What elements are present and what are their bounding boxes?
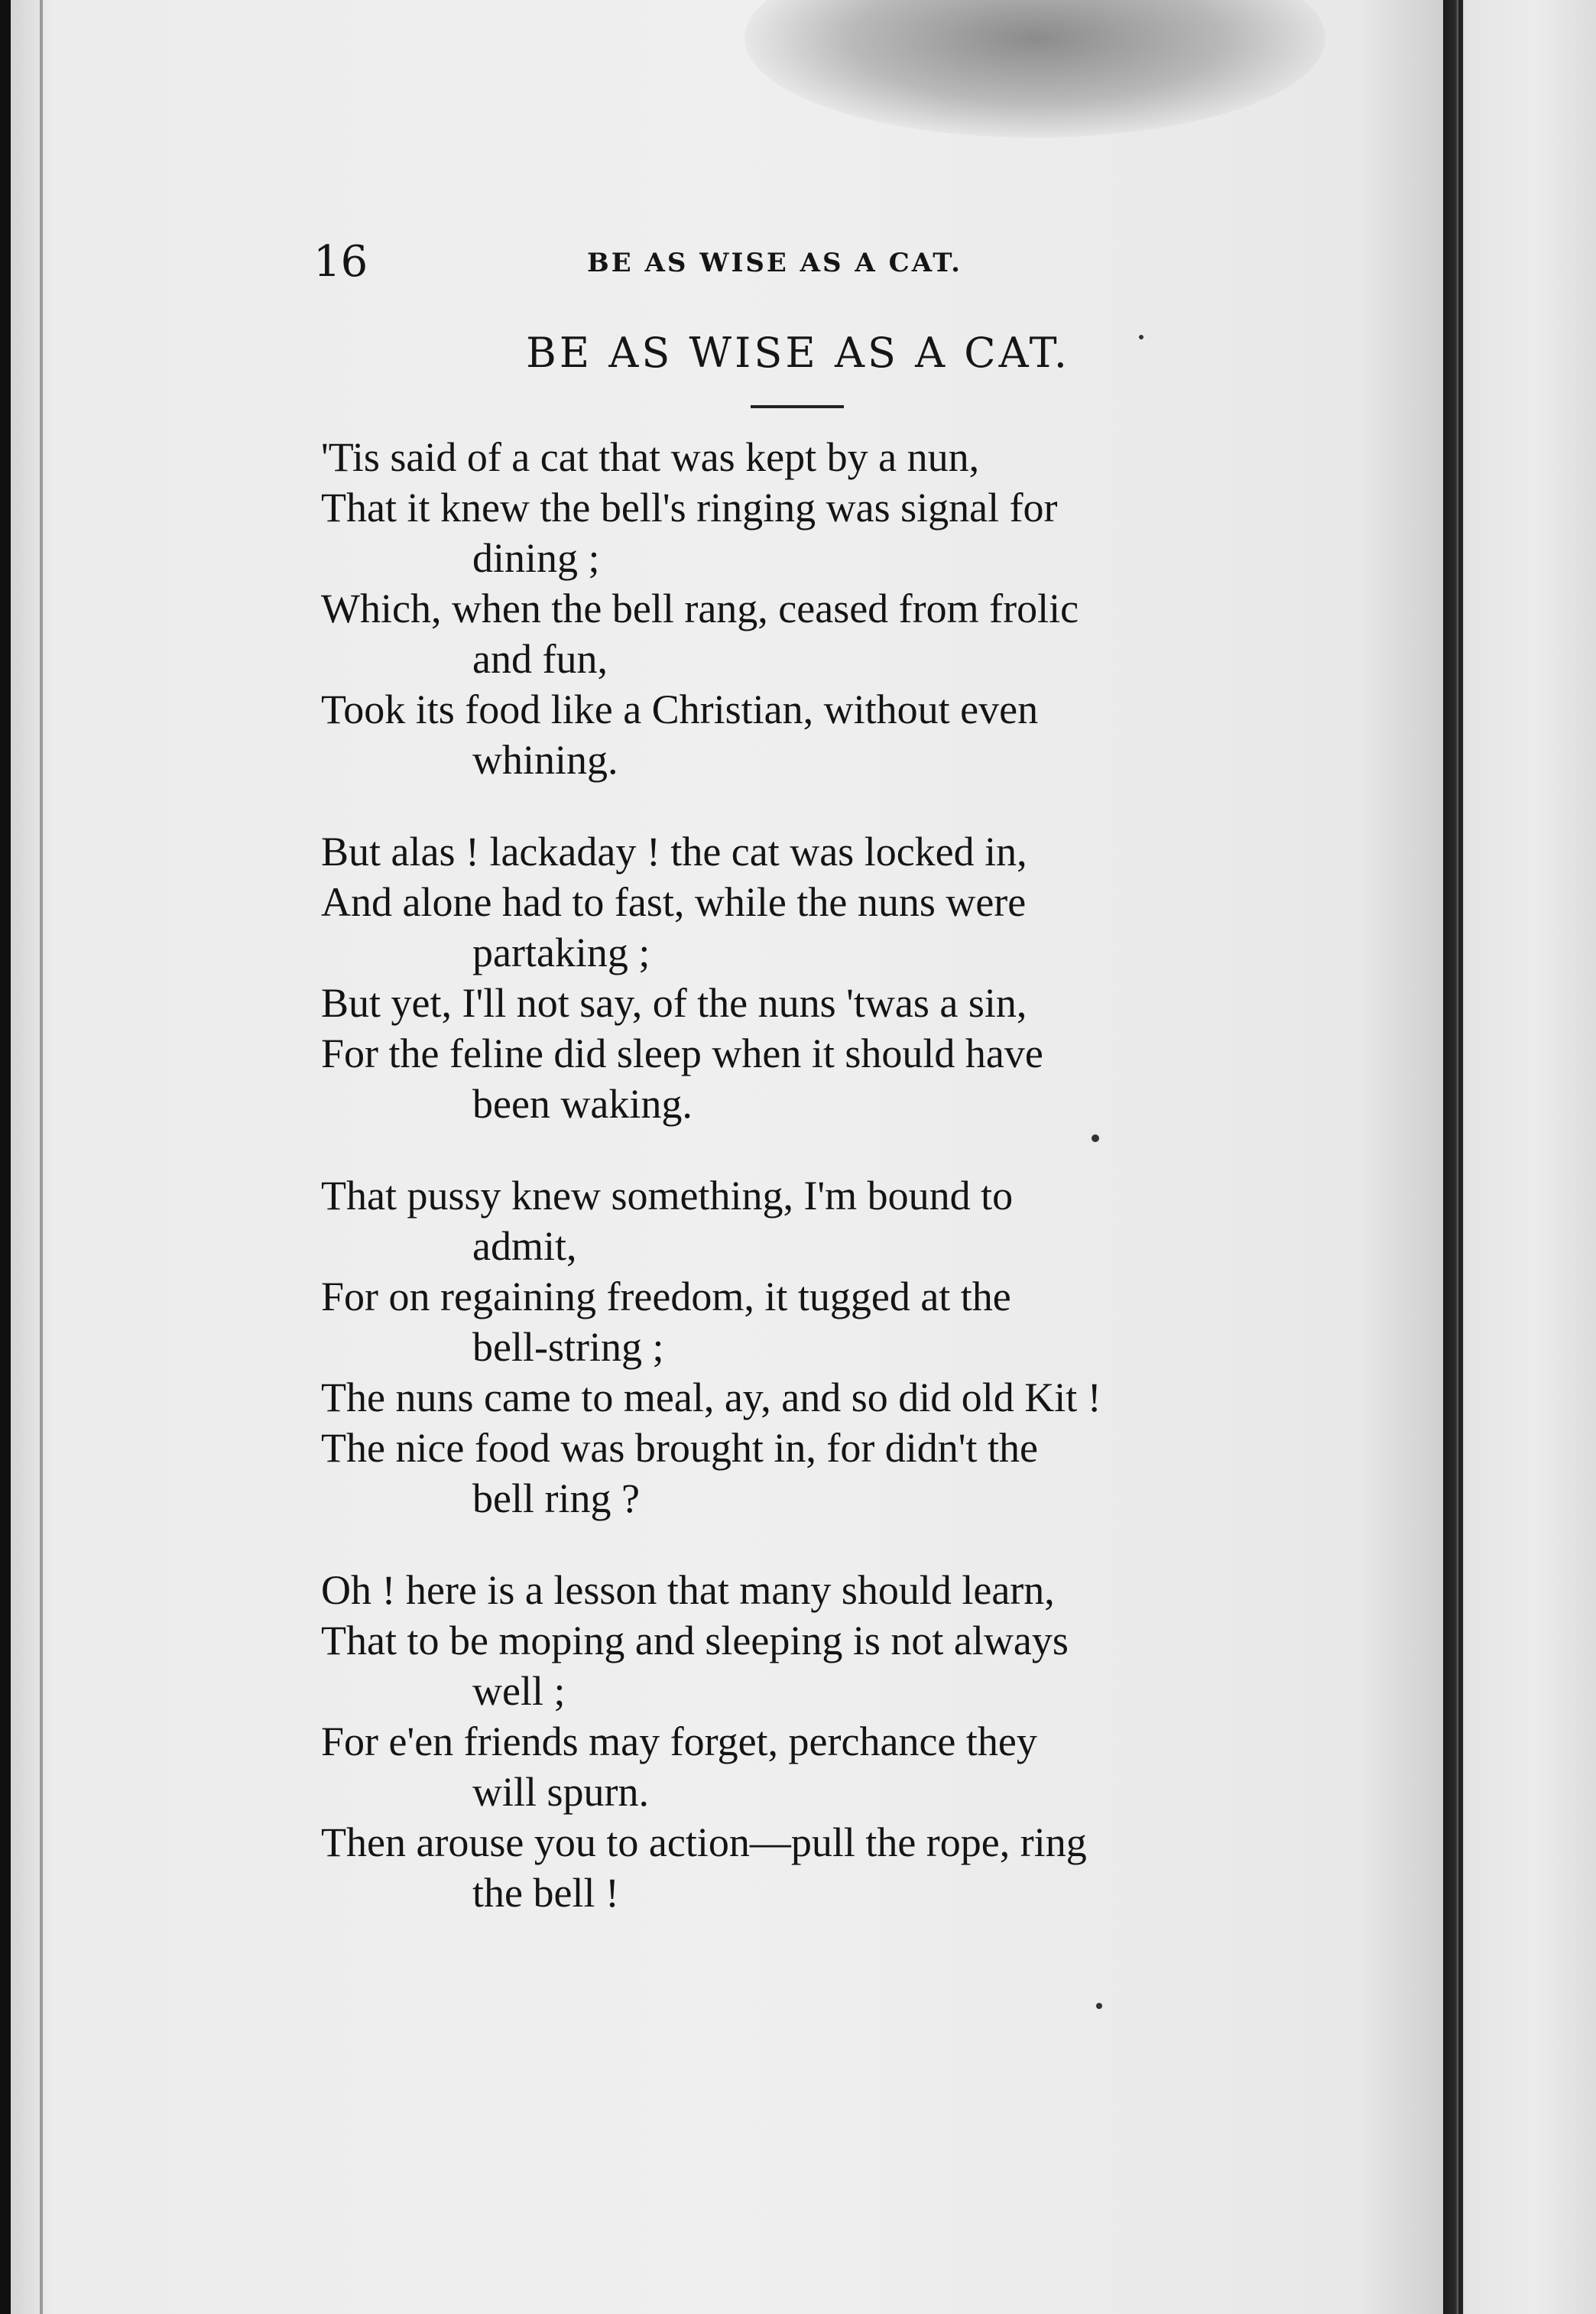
poem-line-continuation: and fun, (472, 636, 608, 682)
ink-stain (744, 0, 1325, 138)
poem-line-continuation: well ; (472, 1668, 566, 1714)
poem-line (321, 1372, 1315, 1423)
poem-line-text: 'Tis said of a cat that was kept by a nun, (321, 434, 980, 480)
poem-line (321, 684, 1315, 785)
stanza (321, 826, 1315, 1129)
poem-line-continuation: will spurn. (472, 1769, 650, 1815)
poem-body (321, 432, 1315, 1959)
poem-line-continuation: bell ring ? (472, 1475, 640, 1521)
poem-line-text: For on regaining freedom, it tugged at the (321, 1274, 1011, 1319)
poem-line-continuation: the bell ! (472, 1870, 619, 1916)
poem-line (321, 1716, 1315, 1817)
poem-line (321, 1028, 1315, 1129)
poem-line (321, 482, 1315, 583)
poem-line (321, 1565, 1315, 1615)
poem-line-text: That it knew the bell's ringing was signal for (321, 485, 1058, 531)
next-page-edge (1443, 0, 1596, 2314)
poem-line (321, 877, 1315, 978)
poem-line (321, 978, 1315, 1028)
poem-line-text: The nuns came to meal, ay, and so did old Kit ! (321, 1374, 1101, 1420)
stanza (321, 432, 1315, 785)
poem-line (321, 1615, 1315, 1716)
poem-line-continuation: dining ; (472, 535, 600, 581)
poem-line-continuation: been waking. (472, 1081, 693, 1127)
poem-line-text: And alone had to fast, while the nuns were (321, 879, 1027, 925)
poem-line-text: For e'en friends may forget, perchance they (321, 1718, 1037, 1764)
poem-line-text: Then arouse you to action—pull the rope, ring (321, 1819, 1087, 1865)
poem-title: BE AS WISE AS A CAT. (526, 329, 1070, 377)
dust-speck (1096, 2003, 1102, 2009)
poem-line-text: For the feline did sleep when it should have (321, 1030, 1043, 1076)
page-number: 16 (313, 237, 368, 287)
poem-line-continuation: partaking ; (472, 930, 650, 975)
poem-line-text: Which, when the bell rang, ceased from frolic (321, 586, 1079, 631)
running-title: BE AS WISE AS A CAT. (587, 248, 962, 278)
poem-line (321, 1170, 1315, 1271)
stanza (321, 1565, 1315, 1918)
title-rule (751, 405, 844, 408)
poem-line (321, 1817, 1315, 1918)
poem-line-text: But yet, I'll not say, of the nuns 'twas a sin, (321, 980, 1027, 1026)
poem-line-text: That pussy knew something, I'm bound to (321, 1173, 1014, 1219)
poem-line (321, 1271, 1315, 1372)
poem-line (321, 432, 1315, 482)
poem-line-continuation: bell-string ; (472, 1324, 664, 1370)
poem-line (321, 826, 1315, 877)
poem-line-continuation: admit, (472, 1223, 577, 1269)
running-head (11, 229, 1443, 290)
poem-line-text: Oh ! here is a lesson that many should learn, (321, 1567, 1055, 1613)
poem-line (321, 1423, 1315, 1524)
poem-line-text: That to be moping and sleeping is not always (321, 1618, 1069, 1663)
poem-line-text: The nice food was brought in, for didn't the (321, 1425, 1039, 1471)
poem-line (321, 583, 1315, 684)
page-fold-line (1458, 0, 1463, 2314)
poem-line-continuation: whining. (472, 737, 618, 783)
poem-line-text: But alas ! lackaday ! the cat was locked in, (321, 829, 1027, 875)
stanza (321, 1170, 1315, 1524)
poem-line-text: Took its food like a Christian, without even (321, 686, 1039, 732)
